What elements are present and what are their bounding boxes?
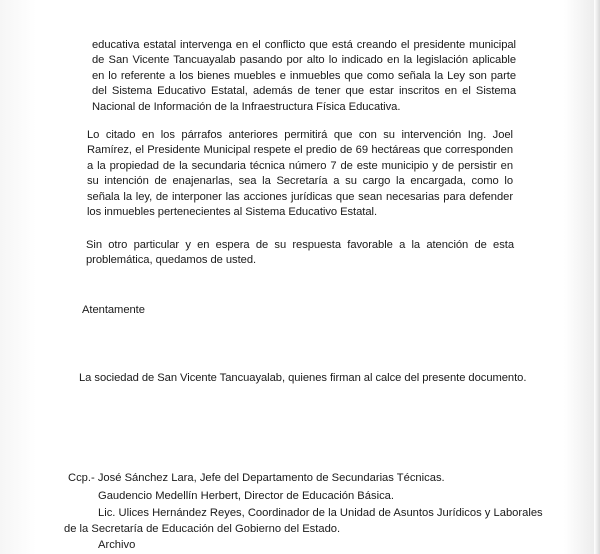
- closing-salutation: Atentamente: [82, 304, 145, 316]
- paragraph-request-intervention: Lo citado en los párrafos anteriores permitirá que con su intervención Ing. Joel Ramírez, el Presidente Municipal respete el predio de 69 hectáreas que corresponden a la propiedad de la secundaria técnica número 7 de este municipio y de persistir en su intención de enajenarlas, sea la Secretaría a su cargo la encargada, como lo señala la ley, de interponer las acciones jurídicas que sean necesarias para defender los inmuebles pertenecientes al Sistema Educativo Estatal.: [87, 129, 513, 219]
- ccp-line-4: de la Secretaría de Educación del Gobierno del Estado.: [64, 523, 341, 535]
- signatories-line: La sociedad de San Vicente Tancuayalab, quienes firman al calce del presente documento.: [79, 372, 527, 384]
- paragraph-farewell: Sin otro particular y en espera de su respuesta favorable a la atención de esta problemática, quedamos de usted.: [86, 239, 514, 267]
- ccp-line-archive: Archivo: [98, 539, 136, 551]
- ccp-line-1: Ccp.- José Sánchez Lara, Jefe del Departamento de Secundarias Técnicas.: [68, 472, 445, 484]
- ccp-line-2: Gaudencio Medellín Herbert, Director de Educación Básica.: [98, 490, 394, 502]
- paragraph-legislation: educativa estatal intervenga en el conflicto que está creando el presidente municipal de San Vicente Tancuayalab pasando por alto lo indicado en la legislación aplicable en lo referente a los bienes muebles e inmuebles que como señala la Ley son parte del Sistema Educativo Estatal, además de tener que estar inscritos en el Sistema Nacional de Información de la Infraestructura Física Educativa.: [92, 39, 516, 113]
- ccp-line-3: Lic. Ulices Hernández Reyes, Coordinador de la Unidad de Asuntos Jurídicos y Laborales: [98, 507, 543, 519]
- page-edge-shadow: [594, 0, 600, 554]
